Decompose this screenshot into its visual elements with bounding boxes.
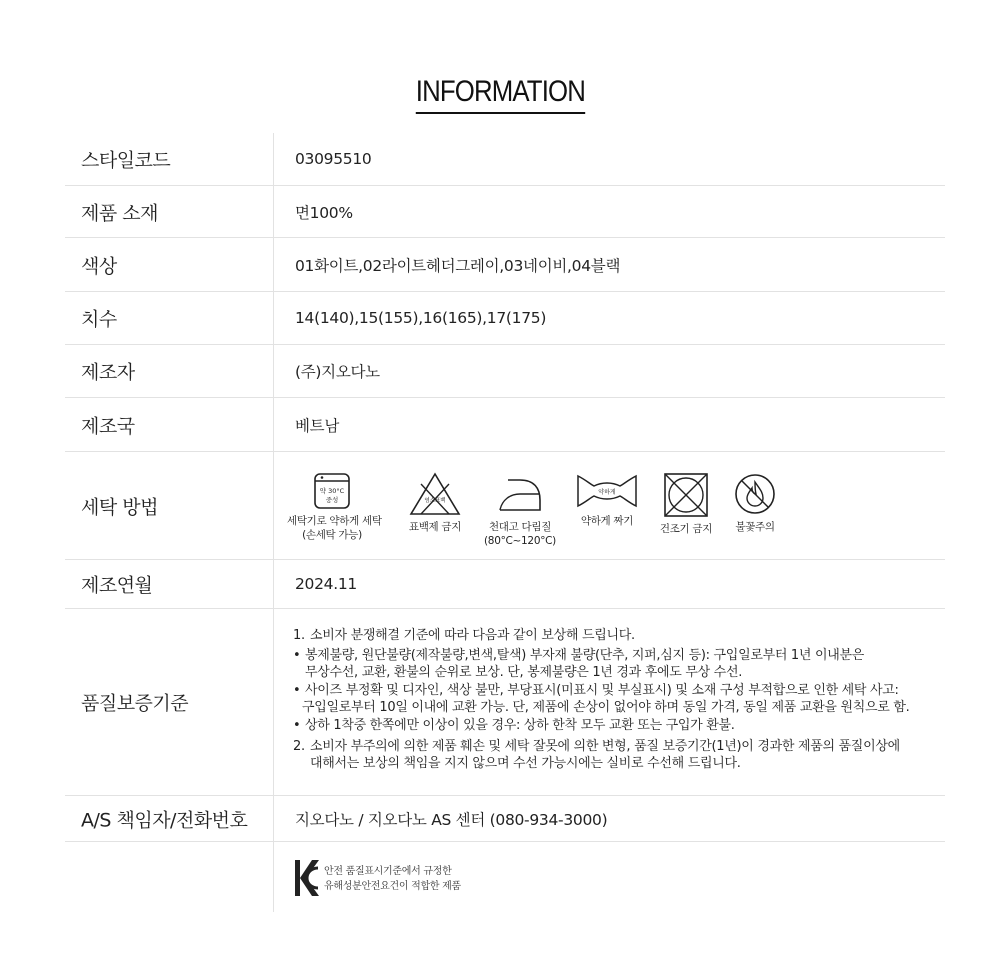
bullet-mark: •	[293, 718, 301, 733]
wash-item	[287, 472, 382, 542]
bullet-line: 구입일로부터 10일 이내에 교환 가능. 단, 제품에 손상이 없어야 하며 동일 가격, 동일 제품 교환을 원칙으로 함.	[302, 700, 910, 715]
row-style-code	[65, 133, 945, 186]
wash-temp-text: 약 30°C	[319, 487, 345, 495]
fire-caption: 불꽃주의	[735, 521, 775, 533]
wring-item	[567, 472, 647, 528]
kc-line: 유해성분안전요건이 적합한 제품	[324, 881, 461, 892]
wring-icon	[576, 472, 638, 510]
row-value: 베트남	[295, 416, 340, 435]
row-warranty	[65, 609, 945, 796]
no-fire-icon	[733, 472, 777, 516]
row-country	[65, 398, 945, 452]
row-label: 제조국	[81, 415, 135, 437]
washing-icons	[287, 472, 807, 552]
row-material	[65, 186, 945, 238]
row-label: 치수	[81, 308, 117, 331]
warranty-bullet-1	[293, 647, 943, 681]
warranty-bullet-3	[293, 717, 943, 734]
wash-tub-icon	[313, 472, 351, 510]
fire-item	[723, 472, 787, 534]
warranty-item-number: 2.	[293, 739, 305, 754]
warranty-text	[293, 627, 943, 772]
kc-text	[324, 864, 461, 894]
wash-caption: 세탁기로 약하게 세탁	[287, 515, 382, 527]
page-title: INFORMATION	[415, 74, 584, 114]
kc-logo-icon	[294, 858, 320, 898]
row-size	[65, 292, 945, 345]
dryer-item	[651, 472, 721, 536]
row-value: 01화이트,02라이트헤더그레이,03네이비,04블랙	[295, 256, 621, 275]
row-label: 제조자	[81, 361, 135, 384]
iron-caption: 천대고 다림질	[488, 521, 552, 533]
row-value: 03095510	[295, 150, 372, 168]
bleach-caption: 표백제 금지	[408, 521, 462, 533]
kc-line: 안전 품질표시기준에서 규정한	[324, 866, 452, 877]
row-label: A/S 책임자/전화번호	[81, 809, 248, 831]
bullet-mark: •	[293, 683, 301, 698]
warranty-bullet-2	[293, 682, 943, 716]
bullet-line: 사이즈 부정확 및 디자인, 색상 불만, 부당표시(미표시 및 부실표시) 및 소재 구성 부적합으로 인한 세탁 사고:	[305, 683, 899, 698]
row-value: 지오다노 / 지오다노 AS 센터 (080-934-3000)	[295, 810, 608, 829]
row-label: 제조연월	[81, 574, 153, 597]
wring-inner-text: 약하게	[598, 489, 616, 496]
row-value: (주)지오다노	[295, 363, 380, 381]
iron-item	[475, 472, 565, 548]
wash-neutral-text: 중성	[325, 496, 339, 504]
no-bleach-icon	[409, 472, 461, 516]
no-tumble-dry-icon	[663, 472, 709, 518]
row-label: 색상	[81, 255, 117, 277]
warranty-item-1	[293, 627, 943, 644]
row-date	[65, 560, 945, 609]
row-label: 스타일코드	[81, 149, 171, 172]
information-title-wrap	[0, 74, 1000, 114]
warranty-item-number: 1.	[293, 628, 305, 643]
row-value: 2024.11	[295, 575, 357, 593]
bullet-line: 상하 1착중 한쪽에만 이상이 있을 경우: 상하 한착 모두 교환 또는 구입가 환불.	[305, 718, 735, 733]
bullet-line: 봉제불량, 원단불량(제작불량,변색,탈색) 부자재 불량(단추, 지퍼,심지 등): 구입일로부터 1년 이내분은	[305, 648, 865, 663]
iron-caption-sub: (80°C~120°C)	[484, 535, 556, 547]
bullet-line: 무상수선, 교환, 환불의 순위로 보상. 단, 봉제불량은 1년 경과 후에도 무상 수선.	[305, 665, 743, 680]
bleach-item	[395, 472, 475, 534]
row-manufacturer	[65, 345, 945, 398]
warranty-item-2	[293, 738, 943, 772]
row-value: 14(140),15(155),16(165),17(175)	[295, 309, 547, 327]
row-washing	[65, 452, 945, 560]
warranty-item-text: 소비자 분쟁해결 기준에 따라 다음과 같이 보상해 드립니다.	[310, 628, 635, 643]
row-value: 면100%	[295, 203, 353, 222]
row-label: 제품 소재	[81, 202, 158, 224]
kc-mark	[294, 858, 494, 898]
dryer-caption: 건조기 금지	[659, 523, 713, 535]
warranty-item-line: 대해서는 보상의 책임을 지지 않으며 수선 가능시에는 실비로 수선해 드립니다.	[310, 756, 741, 771]
row-label: 세탁 방법	[81, 496, 158, 518]
wring-caption: 약하게 짜기	[580, 515, 634, 527]
row-as	[65, 796, 945, 842]
iron-icon	[494, 472, 546, 516]
wash-caption-sub: (손세탁 가능)	[302, 529, 362, 541]
row-label: 품질보증기준	[81, 692, 189, 715]
warranty-item-line: 소비자 부주의에 의한 제품 훼손 및 세탁 잘못에 의한 변형, 품질 보증기간(1년)이 경과한 제품의 품질이상에	[310, 739, 900, 754]
row-color	[65, 238, 945, 292]
bleach-inner-text: 염소표백	[424, 498, 446, 504]
bullet-mark: •	[293, 648, 301, 663]
